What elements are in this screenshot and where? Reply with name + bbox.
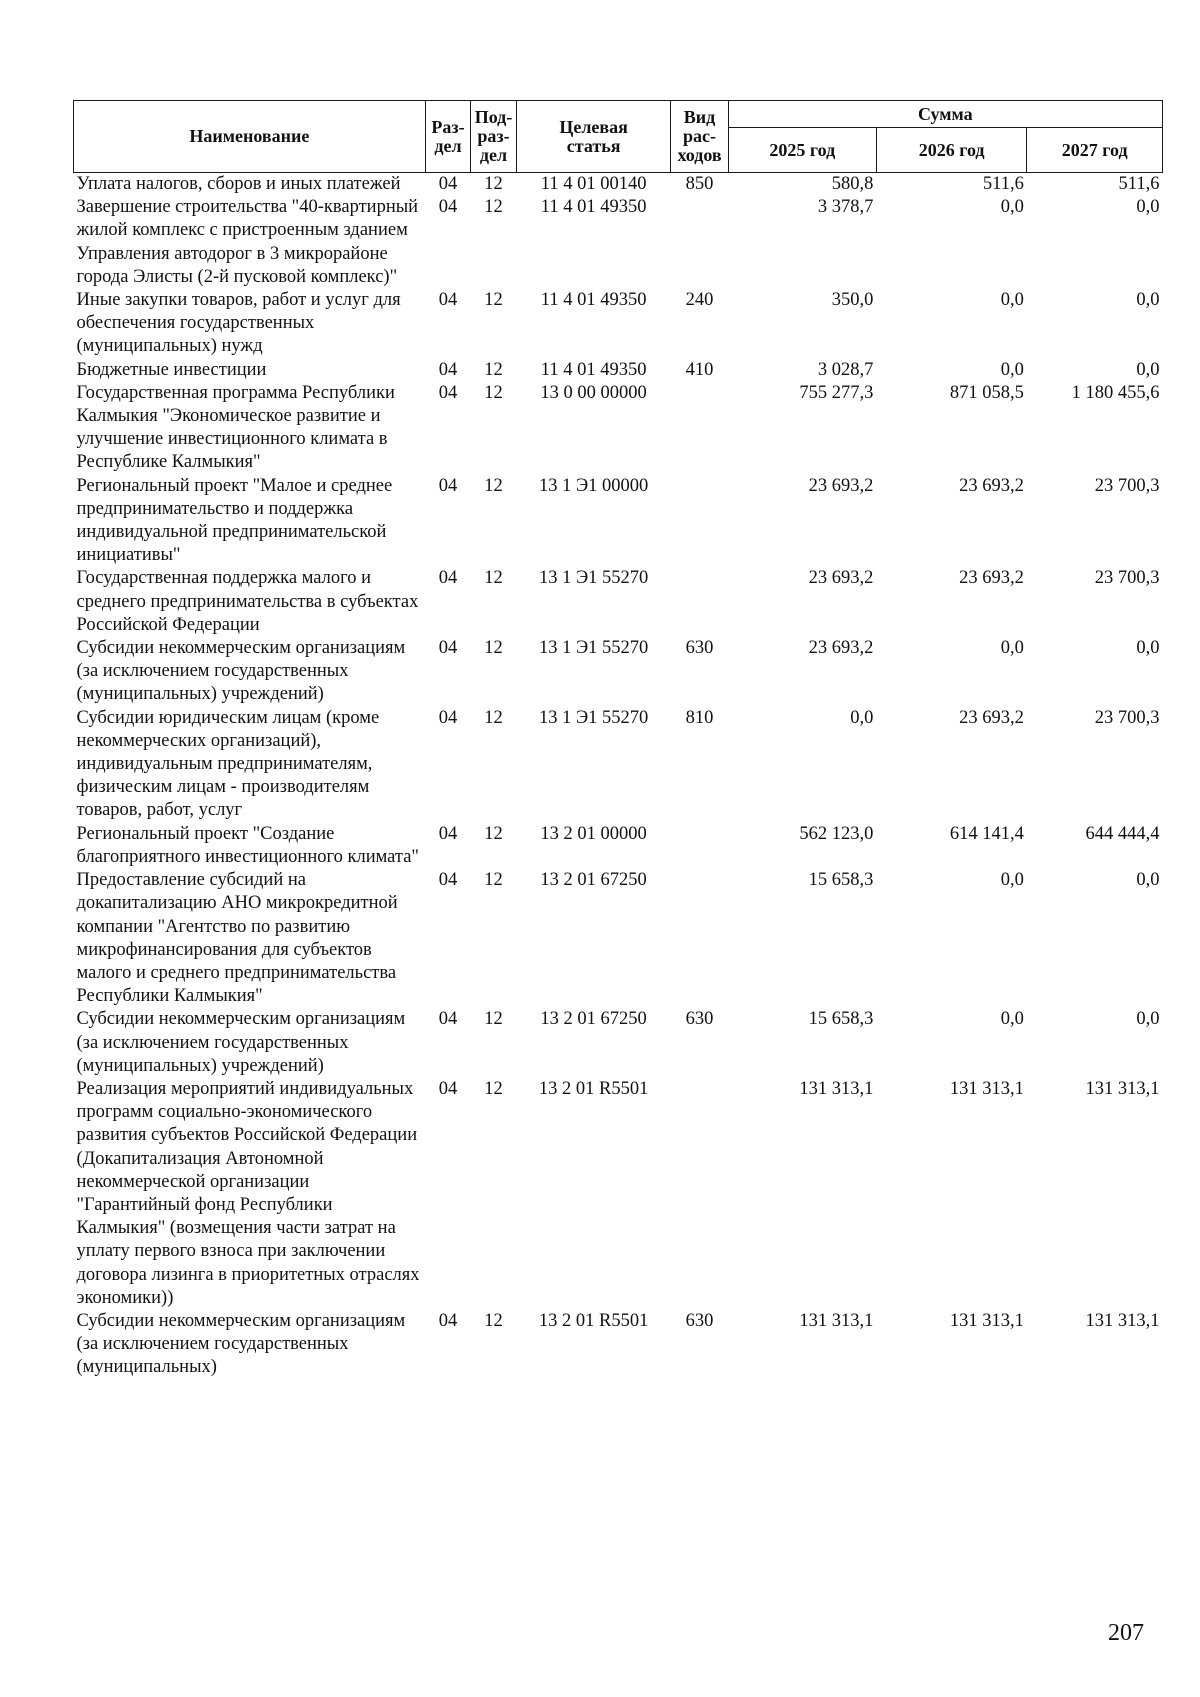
cell-name: Предоставление субсидий на докапитализацию АНО микрокредитной компании "Агентство по развитию микрофинансирования для субъектов малого и среднего предпринимательства Республики Калмыкия" <box>76 870 398 1007</box>
col-header-sum: Сумма <box>728 101 1162 128</box>
cell-name: Субсидии некоммерческим организациям (за исключением государственных (муниципальных) учреждений) <box>76 1009 406 1076</box>
cell-razdel: 04 <box>438 359 458 380</box>
cell-sum-2025: 15 658,3 <box>808 1009 874 1030</box>
cell-razdel: 04 <box>438 475 458 496</box>
table-body <box>74 173 1163 1380</box>
cell-sum-2026: 23 693,2 <box>959 707 1024 728</box>
cell-target-article: 13 1 Э1 55270 <box>538 638 649 659</box>
cell-sum-2026: 23 693,2 <box>959 475 1024 496</box>
cell-target-article: 13 2 01 00000 <box>540 823 647 844</box>
cell-name: Субсидии некоммерческим организациям (за исключением государственных (муниципальных) учреждений) <box>76 638 406 705</box>
col-header-podrazdel: Под- раз- дел <box>471 101 517 173</box>
cell-target-article: 13 0 00 00000 <box>540 382 647 403</box>
cell-name: Иные закупки товаров, работ и услуг для обеспечения государственных (муниципальных) нужд <box>76 290 401 357</box>
cell-razdel: 04 <box>438 1078 458 1099</box>
table-row <box>74 196 1163 289</box>
table-row <box>74 359 1163 382</box>
cell-razdel: 04 <box>438 197 458 218</box>
cell-expense-type <box>671 869 728 1008</box>
cell-expense-type <box>671 382 728 475</box>
col-header-article: Целевая статья <box>516 101 671 173</box>
cell-expense-type: 410 <box>685 359 714 380</box>
cell-expense-type <box>671 567 728 637</box>
cell-sum-2026: 23 693,2 <box>959 568 1024 589</box>
cell-sum-2027: 0,0 <box>1136 1009 1160 1030</box>
table-row <box>74 1008 1163 1078</box>
cell-sum-2025: 131 313,1 <box>799 1078 874 1099</box>
cell-razdel: 04 <box>438 638 458 659</box>
cell-expense-type <box>671 1078 728 1310</box>
cell-podrazdel: 12 <box>484 290 503 311</box>
cell-sum-2026: 0,0 <box>1000 870 1024 891</box>
cell-name: Региональный проект "Создание благоприятного инвестиционного климата" <box>76 823 419 867</box>
cell-podrazdel: 12 <box>484 1078 503 1099</box>
cell-sum-2025: 580,8 <box>831 174 874 194</box>
cell-target-article: 13 1 Э1 00000 <box>538 475 649 496</box>
cell-name: Бюджетные инвестиции <box>76 359 267 380</box>
cell-razdel: 04 <box>438 382 458 403</box>
cell-razdel: 04 <box>438 568 458 589</box>
cell-sum-2025: 23 693,2 <box>808 475 874 496</box>
cell-name: Государственная программа Республики Калмыкия "Экономическое развитие и улучшение инвестиционного климата в Республике Калмыкия" <box>76 382 395 473</box>
cell-sum-2027: 0,0 <box>1136 359 1160 380</box>
cell-sum-2027: 0,0 <box>1136 197 1160 218</box>
col-header-2027: 2027 год <box>1027 128 1163 173</box>
cell-podrazdel: 12 <box>484 823 503 844</box>
table-header <box>74 101 1163 173</box>
col-header-2026: 2026 год <box>876 128 1026 173</box>
cell-target-article: 11 4 01 49350 <box>540 197 647 218</box>
cell-sum-2026: 0,0 <box>1000 359 1024 380</box>
cell-target-article: 13 2 01 R5501 <box>538 1310 649 1331</box>
cell-expense-type: 810 <box>685 707 714 728</box>
cell-name: Уплата налогов, сборов и иных платежей <box>76 174 401 194</box>
cell-podrazdel: 12 <box>484 197 503 218</box>
col-header-vid: Вид рас- ходов <box>671 101 728 173</box>
cell-podrazdel: 12 <box>484 174 503 194</box>
cell-sum-2025: 0,0 <box>850 707 874 728</box>
cell-target-article: 13 2 01 R5501 <box>538 1078 649 1099</box>
table-row <box>74 823 1163 869</box>
cell-name: Субсидии некоммерческим организациям (за исключением государственных (муниципальных) <box>76 1310 406 1378</box>
cell-name: Реализация мероприятий индивидуальных программ социально-экономического развития субъектов Российской Федерации (Докапитализация Автономной некоммерческой организации "Гарантийный фонд Республики Калмыкия" (возмещения части затрат на уплату первого взноса при заключении договора лизинга в приоритетных отраслях экономики)) <box>76 1078 420 1308</box>
cell-sum-2027: 131 313,1 <box>1085 1078 1160 1099</box>
cell-target-article: 11 4 01 00140 <box>540 174 647 194</box>
cell-expense-type <box>671 196 728 289</box>
table-row <box>74 707 1163 823</box>
cell-sum-2027: 0,0 <box>1136 638 1160 659</box>
cell-sum-2025: 3 378,7 <box>817 197 874 218</box>
cell-sum-2026: 0,0 <box>1000 1009 1024 1030</box>
cell-expense-type: 630 <box>685 1310 714 1331</box>
cell-razdel: 04 <box>438 870 458 891</box>
cell-sum-2025: 562 123,0 <box>799 823 874 844</box>
cell-podrazdel: 12 <box>484 638 503 659</box>
cell-podrazdel: 12 <box>484 1310 503 1331</box>
cell-expense-type: 630 <box>685 1009 714 1030</box>
cell-target-article: 11 4 01 49350 <box>540 290 647 311</box>
cell-expense-type: 630 <box>685 638 714 659</box>
cell-sum-2026: 0,0 <box>1000 290 1024 311</box>
cell-podrazdel: 12 <box>484 1009 503 1030</box>
cell-razdel: 04 <box>438 707 458 728</box>
cell-podrazdel: 12 <box>484 359 503 380</box>
cell-name: Региональный проект "Малое и среднее предпринимательство и поддержка индивидуальной предпринимательской инициативы" <box>76 475 393 566</box>
table-row <box>74 475 1163 568</box>
cell-sum-2027: 511,6 <box>1118 174 1160 194</box>
cell-razdel: 04 <box>438 1009 458 1030</box>
table-row <box>74 289 1163 359</box>
cell-podrazdel: 12 <box>484 382 503 403</box>
table-row <box>74 637 1163 707</box>
cell-sum-2026: 0,0 <box>1000 197 1024 218</box>
table-row <box>74 1310 1163 1380</box>
cell-podrazdel: 12 <box>484 707 503 728</box>
cell-expense-type: 850 <box>685 174 714 194</box>
cell-target-article: 13 2 01 67250 <box>540 1009 647 1030</box>
cell-sum-2026: 131 313,1 <box>949 1078 1024 1099</box>
cell-sum-2026: 614 141,4 <box>949 823 1024 844</box>
cell-razdel: 04 <box>438 174 458 194</box>
budget-table-sheet <box>73 100 1163 1380</box>
cell-podrazdel: 12 <box>484 475 503 496</box>
cell-sum-2026: 871 058,5 <box>949 382 1024 403</box>
cell-sum-2027: 23 700,3 <box>1094 568 1160 589</box>
table-row <box>74 1078 1163 1310</box>
cell-razdel: 04 <box>438 823 458 844</box>
cell-sum-2025: 3 028,7 <box>817 359 874 380</box>
cell-sum-2027: 23 700,3 <box>1094 707 1160 728</box>
cell-sum-2027: 1 180 455,6 <box>1071 382 1160 403</box>
budget-table <box>73 100 1163 1380</box>
cell-sum-2027: 0,0 <box>1136 870 1160 891</box>
cell-target-article: 13 1 Э1 55270 <box>538 568 649 589</box>
cell-razdel: 04 <box>438 290 458 311</box>
cell-sum-2027: 131 313,1 <box>1085 1310 1160 1331</box>
col-header-2025: 2025 год <box>728 128 876 173</box>
col-header-razdel: Раз- дел <box>425 101 471 173</box>
col-header-name: Наименование <box>74 101 426 173</box>
cell-expense-type <box>671 823 728 869</box>
table-row <box>74 567 1163 637</box>
cell-sum-2025: 131 313,1 <box>799 1310 874 1331</box>
cell-sum-2026: 0,0 <box>1000 638 1024 659</box>
cell-sum-2025: 23 693,2 <box>808 638 874 659</box>
cell-sum-2026: 511,6 <box>982 174 1024 194</box>
page-number: 207 <box>1108 1620 1144 1646</box>
table-row <box>74 382 1163 475</box>
cell-sum-2025: 350,0 <box>831 290 874 311</box>
cell-name: Субсидии юридическим лицам (кроме некоммерческих организаций), индивидуальным предпринимателям, физическим лицам - производителям товаров, работ, услуг <box>76 707 380 821</box>
cell-sum-2025: 755 277,3 <box>799 382 874 403</box>
cell-target-article: 13 2 01 67250 <box>540 870 647 891</box>
cell-podrazdel: 12 <box>484 870 503 891</box>
cell-target-article: 13 1 Э1 55270 <box>538 707 649 728</box>
cell-expense-type <box>671 475 728 568</box>
table-row <box>74 173 1163 197</box>
cell-name: Государственная поддержка малого и среднего предпринимательства в субъектах Российской Федерации <box>76 568 419 635</box>
table-row <box>74 869 1163 1008</box>
cell-sum-2027: 0,0 <box>1136 290 1160 311</box>
cell-sum-2026: 131 313,1 <box>949 1310 1024 1331</box>
cell-target-article: 11 4 01 49350 <box>540 359 647 380</box>
cell-sum-2027: 23 700,3 <box>1094 475 1160 496</box>
cell-sum-2025: 23 693,2 <box>808 568 874 589</box>
cell-name: Завершение строительства "40-квартирный жилой комплекс с пристроенным зданием Управления автодорог в 3 микрорайоне города Элисты (2-й пусковой комплекс)" <box>76 197 419 287</box>
cell-sum-2025: 15 658,3 <box>808 870 874 891</box>
cell-expense-type: 240 <box>685 290 714 311</box>
cell-sum-2027: 644 444,4 <box>1085 823 1160 844</box>
cell-razdel: 04 <box>438 1310 458 1331</box>
cell-podrazdel: 12 <box>484 568 503 589</box>
